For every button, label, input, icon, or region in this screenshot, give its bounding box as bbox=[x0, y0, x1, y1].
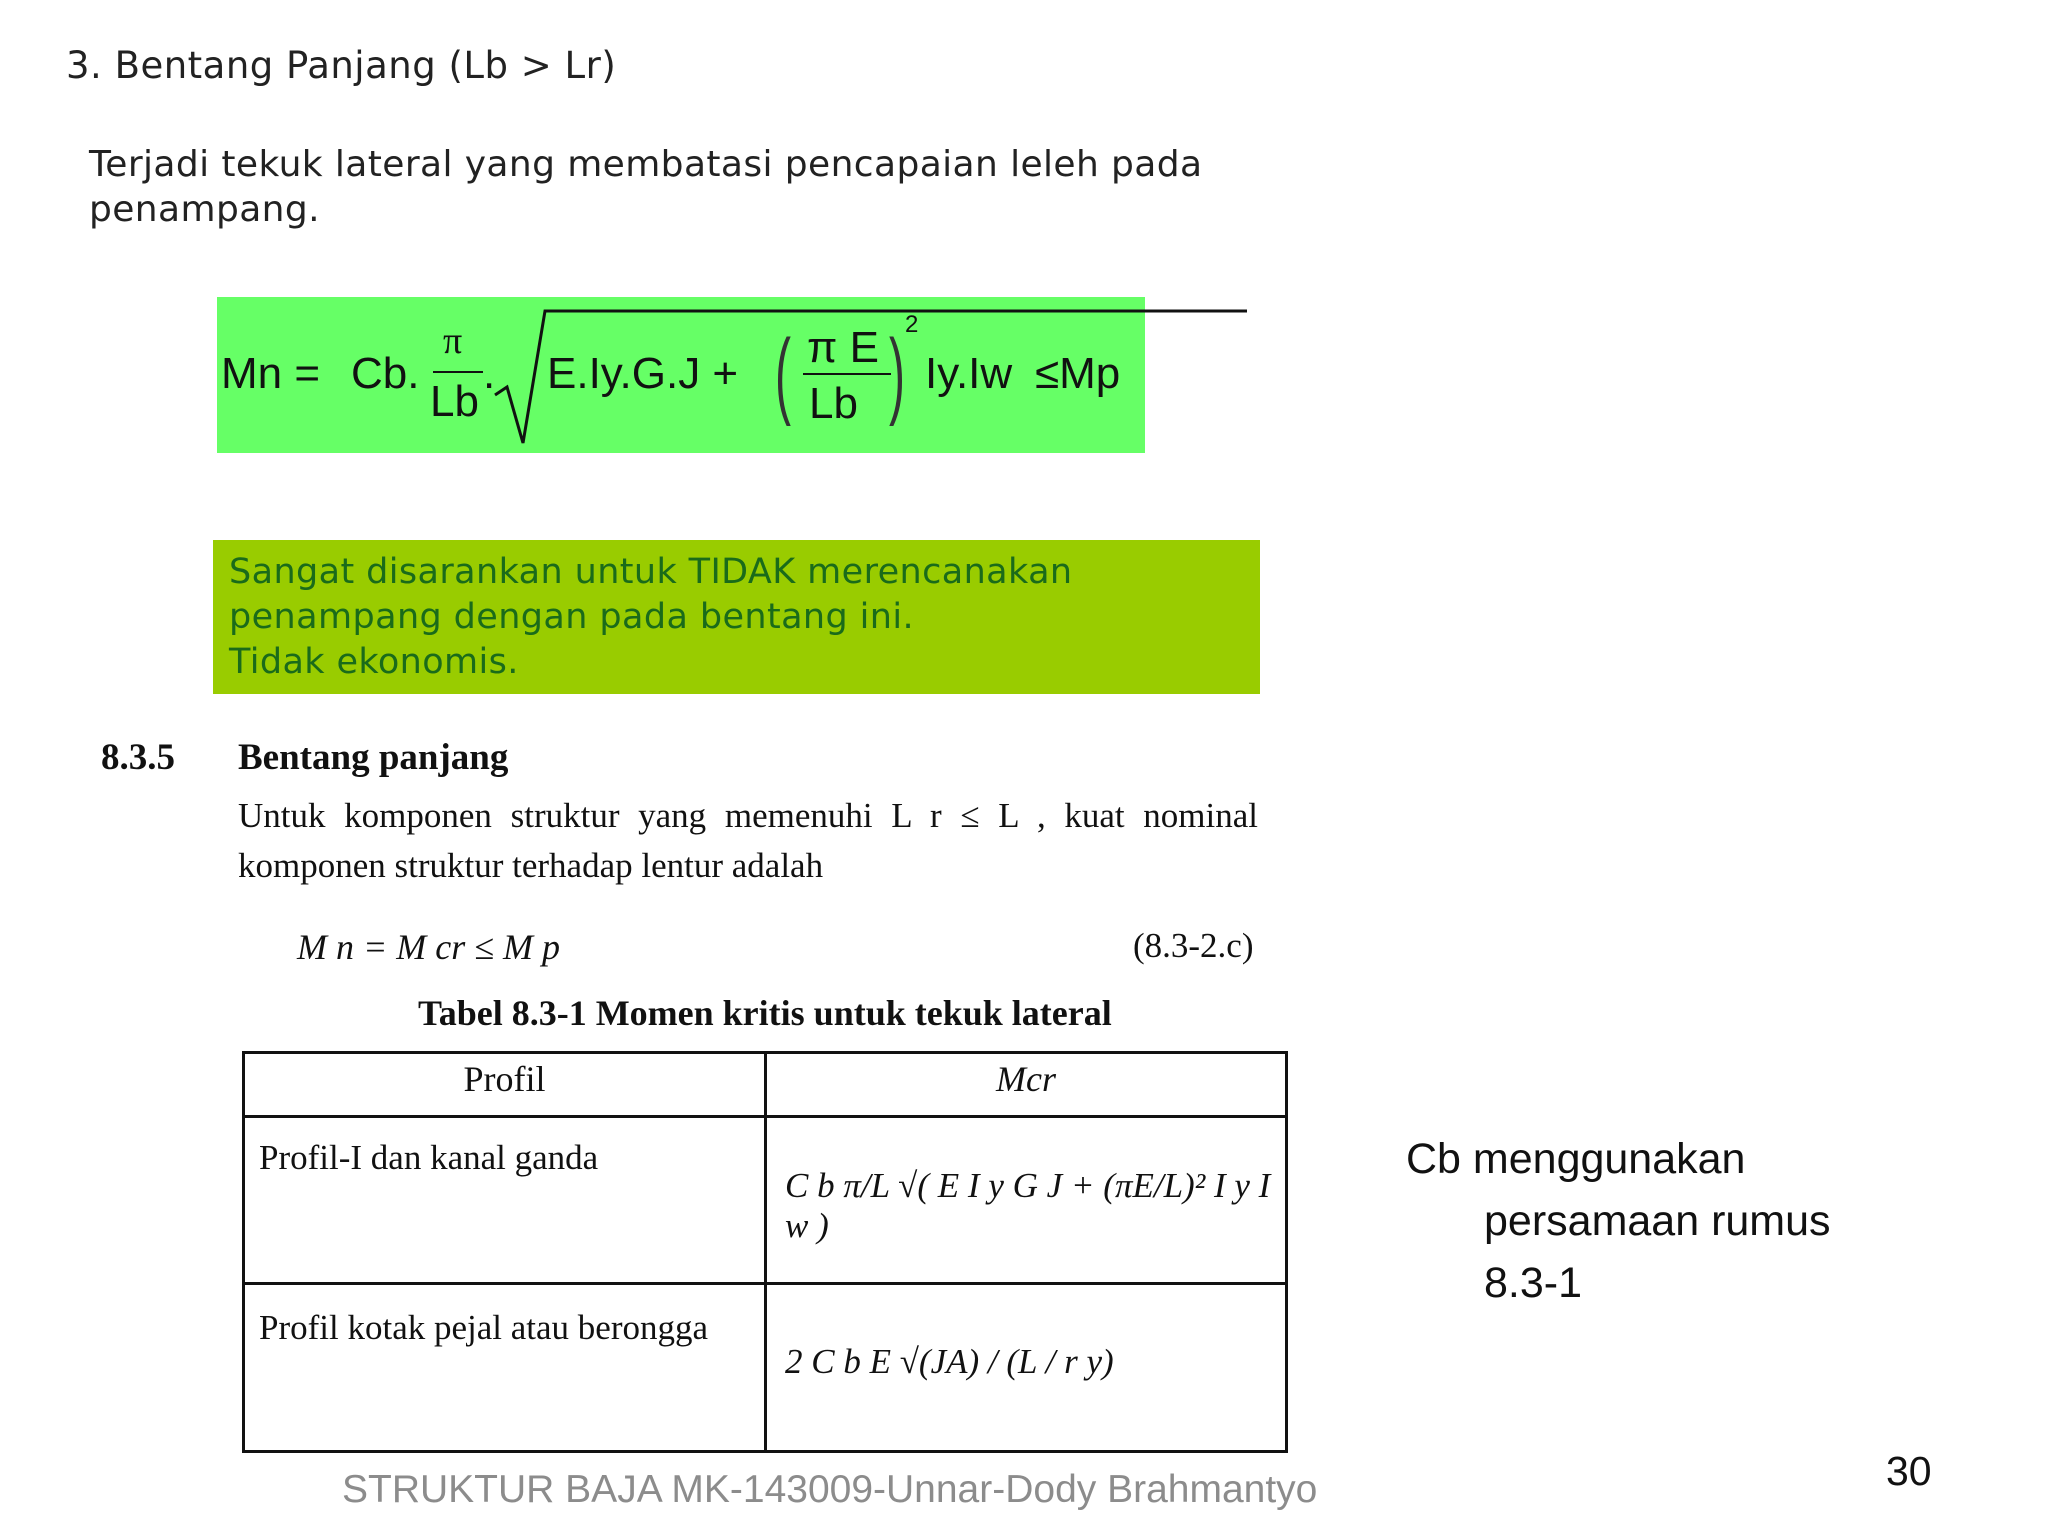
formula-leq-mp: ≤Mp bbox=[1035, 349, 1121, 398]
note-line: penampang dengan pada bentang ini. bbox=[229, 597, 915, 637]
slide-footer: STRUKTUR BAJA MK-143009-Unnar-Dody Brahmantyo bbox=[342, 1468, 1318, 1511]
intro-line: Terjadi tekuk lateral yang membatasi pencapaian leleh pada bbox=[89, 144, 1203, 185]
formula-lb2: Lb bbox=[809, 379, 858, 428]
equation: M n = M cr ≤ M p bbox=[297, 927, 561, 967]
formula-cb: Cb. bbox=[351, 349, 420, 398]
page-number: 30 bbox=[1886, 1448, 1932, 1494]
critical-moment-table bbox=[242, 1051, 1288, 1453]
warning-note-box bbox=[213, 540, 1260, 694]
note-line: Tidak ekonomis. bbox=[229, 642, 519, 682]
slide-heading: 3. Bentang Panjang (Lb > Lr) bbox=[66, 44, 617, 87]
formula-fraction-bar bbox=[433, 371, 483, 373]
table-cell-formula: C b π/L √( E I y G J + (πE/L)² I y I w ) bbox=[785, 1166, 1271, 1245]
formula-term1: E.Iy.G.J + bbox=[547, 349, 739, 398]
intro-line: penampang. bbox=[89, 189, 320, 230]
formula-lhs: Mn = bbox=[221, 349, 321, 398]
note-line: Sangat disarankan untuk TIDAK merencanakan bbox=[229, 552, 1073, 592]
section-body-line: Untuk komponen struktur yang memenuhi L r ≤ L , kuat nominal bbox=[238, 796, 1258, 835]
section-body-line: komponen struktur terhadap lentur adalah bbox=[238, 846, 824, 885]
formula-term2: Iy.Iw bbox=[925, 349, 1013, 398]
side-note-line: Cb menggunakan bbox=[1406, 1135, 1746, 1183]
table-header-mcr: Mcr bbox=[996, 1059, 1056, 1099]
formula-pi-e: π E bbox=[807, 323, 879, 372]
formula-lb: Lb bbox=[430, 377, 479, 426]
formula-dot: . bbox=[483, 349, 496, 398]
side-note-line: 8.3-1 bbox=[1484, 1259, 1583, 1307]
table-divider bbox=[764, 1054, 767, 1450]
equation-number: (8.3-2.c) bbox=[1133, 926, 1254, 965]
table-cell-profil: Profil kotak pejal atau berongga bbox=[259, 1308, 709, 1347]
formula-box bbox=[217, 297, 1145, 453]
table-divider bbox=[245, 1282, 1285, 1285]
section-number: 8.3.5 bbox=[101, 737, 175, 778]
table-cell-profil: Profil-I dan kanal ganda bbox=[259, 1138, 599, 1177]
formula-pi: π bbox=[443, 320, 463, 362]
table-title: Tabel 8.3-1 Momen kritis untuk tekuk lateral bbox=[418, 993, 1112, 1033]
formula-fraction-bar bbox=[803, 373, 891, 375]
side-note bbox=[1406, 1128, 1831, 1314]
section-title: Bentang panjang bbox=[238, 737, 509, 778]
open-paren-icon: ( bbox=[775, 320, 791, 427]
formula-exponent: 2 bbox=[905, 311, 919, 338]
close-paren-icon: ) bbox=[889, 320, 905, 427]
side-note-line: persamaan rumus bbox=[1484, 1197, 1831, 1245]
table-divider bbox=[245, 1115, 1285, 1118]
intro-text bbox=[89, 142, 1202, 232]
table-header-profil: Profil bbox=[463, 1059, 546, 1099]
table-cell-formula: 2 C b E √(JA) / (L / r y) bbox=[785, 1342, 1114, 1381]
